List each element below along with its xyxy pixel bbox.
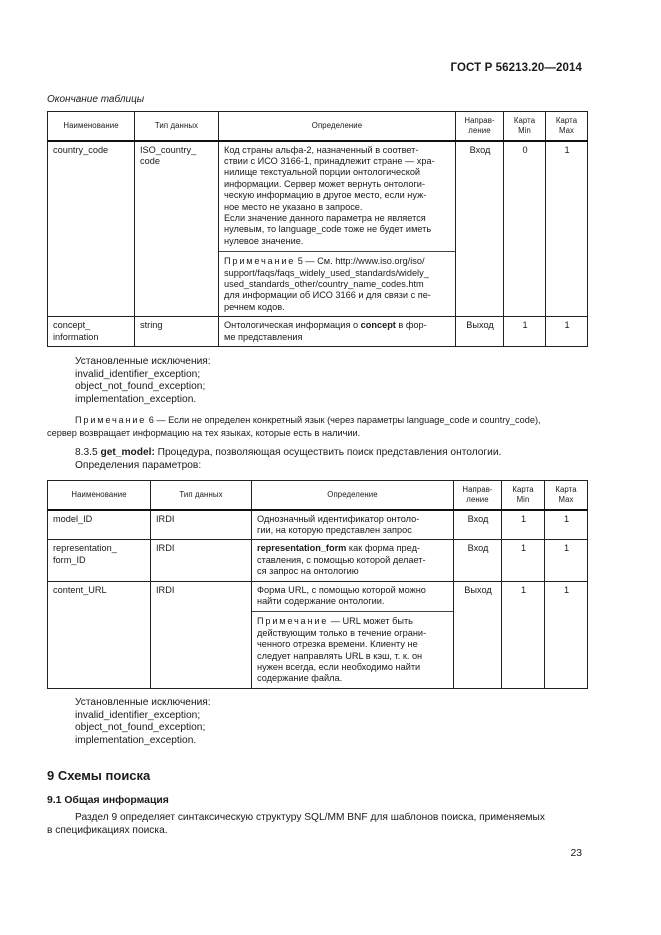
section-text: Раздел 9 определяет синтаксическую структуру SQL/MM BNF для шаблонов поиска, применяемых в спецификациях поиска. (47, 812, 545, 836)
parameters-table-1 (47, 111, 588, 347)
table-row (48, 141, 588, 317)
column-header-name: Наименование (48, 481, 151, 510)
column-header-definition: Определение (219, 112, 456, 141)
definition-text: Онтологическая информация о (224, 320, 361, 331)
definition-text: Форма URL, с помощью которой можно найти содержание онтологии. (257, 584, 426, 606)
exceptions-title: Установленные исключения: (75, 356, 211, 367)
table-caption: Окончание таблицы (47, 94, 145, 105)
column-header-type: Тип данных (151, 481, 252, 510)
exception-item: invalid_identifier_exception; (75, 368, 201, 380)
note-text: — URL может быть действующим только в течение ограни- ченного отрезка времени. Клиенту не следует направлять URL в кэш, т. к. он нужен всегда, если необходимо найти содержание файла. (257, 616, 427, 684)
param-name: country_code (48, 141, 135, 317)
param-min: 1 (502, 540, 545, 581)
param-type: IRDI (151, 581, 252, 688)
param-name: representation_ form_ID (48, 540, 151, 581)
param-min: 0 (504, 141, 546, 317)
param-type: string (135, 317, 219, 347)
column-header-direction: Направ- ление (456, 112, 504, 141)
table-row (48, 317, 588, 347)
param-min: 1 (504, 317, 546, 347)
note-text: 6 — Если не определен конкретный язык (через параметры language_code и country_code), сервер возвращает информацию на тех языках, которые есть в наличии. (47, 415, 541, 438)
table-row (48, 510, 588, 540)
definition-text: Код страны альфа-2, назначенный в соответ- ствии с ИСО 3166-1, принадлежит стране — хра- нилище текстуальной порции онтологической информации. Сервер может вернуть онтологи- ческую информацию в другое место, если нуж- ное место не указано в запросе. Если значение данного параметра не является нулевым, то language_code тоже не будет иметь нулевое значение. (224, 144, 435, 246)
note-label: Примечание (224, 256, 296, 267)
param-direction: Вход (454, 510, 502, 540)
param-name: content_URL (48, 581, 151, 688)
param-max: 1 (546, 317, 588, 347)
column-header-min: Карта Min (502, 481, 545, 510)
section-title: 9 Схемы поиска (47, 768, 151, 783)
definition-term: representation_form (257, 543, 347, 554)
param-max: 1 (545, 510, 588, 540)
document-header: ГОСТ Р 56213.20—2014 (450, 62, 582, 74)
note-6 (47, 414, 587, 439)
param-min: 1 (502, 510, 545, 540)
param-type: IRDI (151, 510, 252, 540)
param-definition (252, 540, 454, 581)
table-row (48, 540, 588, 581)
procedure-name: get_model: (100, 447, 155, 458)
exception-item: implementation_exception. (75, 393, 197, 405)
param-direction: Вход (456, 141, 504, 317)
param-name: concept_ information (48, 317, 135, 347)
param-direction: Выход (456, 317, 504, 347)
note-label: Примечание (75, 415, 147, 425)
parameters-table-2 (47, 480, 588, 689)
param-definition (219, 317, 456, 347)
param-type: ISO_country_ code (135, 141, 219, 317)
definition-text: как форма пред- ставления, с помощью которой делает- ся запрос на онтологию (257, 543, 426, 577)
column-header-max: Карта Max (546, 112, 588, 141)
exceptions-list-2 (47, 697, 211, 747)
column-header-name: Наименование (48, 112, 135, 141)
note-text: 5 — См. http://www.iso.org/iso/ support/faqs/faqs_widely_used_standards/widely_ used_standards_other/country_name_codes.htm для информации об ИСО 3166 и для связи с пе- речнем кодов. (224, 256, 431, 312)
definition-term: concept (360, 320, 396, 331)
paragraph-line: Определения параметров: (75, 459, 202, 471)
note-label: Примечание (257, 616, 329, 627)
definition-note (252, 611, 453, 684)
definition-text: в фор- ме представления (224, 320, 427, 342)
exception-item: object_not_found_exception; (75, 722, 206, 734)
param-definition (252, 581, 454, 688)
paragraph-number: 8.3.5 (75, 447, 101, 458)
definition-note (219, 251, 455, 313)
param-type: IRDI (151, 540, 252, 581)
param-definition (219, 141, 456, 317)
column-header-definition: Определение (252, 481, 454, 510)
exception-item: implementation_exception. (75, 734, 197, 746)
param-definition: Однозначный идентификатор онтоло- гии, на которую представлен запрос (252, 510, 454, 540)
param-name: model_ID (48, 510, 151, 540)
param-max: 1 (545, 581, 588, 688)
exceptions-list-1 (47, 356, 211, 406)
param-min: 1 (502, 581, 545, 688)
param-direction: Выход (454, 581, 502, 688)
column-header-direction: Направ- ление (454, 481, 502, 510)
paragraph-text: Процедура, позволяющая осуществить поиск представления онтологии. (154, 447, 502, 458)
param-direction: Вход (454, 540, 502, 581)
column-header-type: Тип данных (135, 112, 219, 141)
subsection-title: 9.1 Общая информация (47, 795, 169, 806)
paragraph-8-3-5 (47, 447, 501, 472)
param-max: 1 (546, 141, 588, 317)
exception-item: object_not_found_exception; (75, 381, 206, 393)
page-number: 23 (570, 848, 582, 859)
exception-item: invalid_identifier_exception; (75, 709, 201, 721)
column-header-min: Карта Min (504, 112, 546, 141)
exceptions-title: Установленные исключения: (75, 697, 211, 708)
section-paragraph (47, 812, 587, 837)
param-max: 1 (545, 540, 588, 581)
column-header-max: Карта Max (545, 481, 588, 510)
table-row (48, 581, 588, 688)
